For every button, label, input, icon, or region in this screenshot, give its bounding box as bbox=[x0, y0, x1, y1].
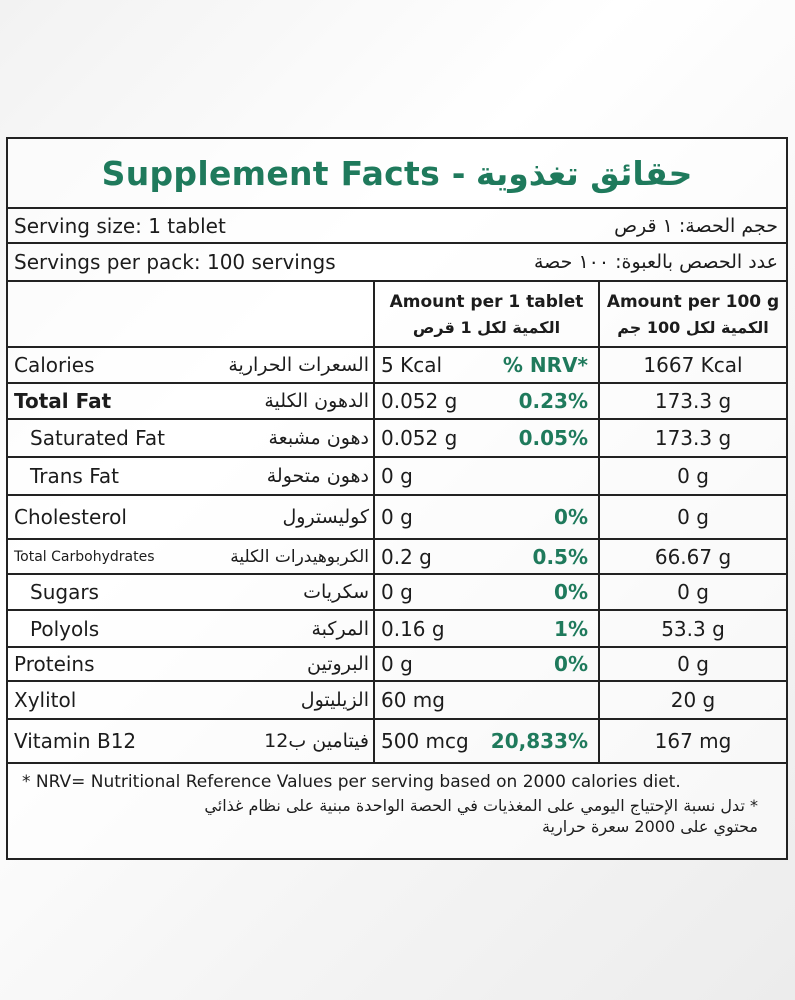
amount-per-100g: 173.3 g bbox=[654, 389, 732, 413]
nutrient-name-english: Proteins bbox=[14, 652, 95, 676]
amount-per-tablet: 60 mg bbox=[381, 688, 445, 712]
footnote bbox=[8, 764, 786, 858]
nutrient-name-english: Total Fat bbox=[14, 389, 112, 413]
nutrient-row-sugars bbox=[8, 575, 786, 611]
nutrient-name-arabic: كوليسترول bbox=[282, 506, 369, 528]
nutrient-name-arabic: السعرات الحرارية bbox=[228, 354, 369, 376]
nutrient-name-english: Total Carbohydrates bbox=[14, 548, 155, 565]
column-divider bbox=[373, 420, 375, 456]
nutrient-row-calories bbox=[8, 348, 786, 384]
amount-per-100g: 0 g bbox=[677, 505, 709, 529]
nutrient-name-arabic: فيتامين ب12 bbox=[264, 730, 369, 752]
nrv-percent: 0.23% bbox=[518, 389, 588, 413]
nutrient-row-xylitol bbox=[8, 682, 786, 720]
nutrient-row-trans-fat bbox=[8, 458, 786, 496]
nutrient-name-english: Xylitol bbox=[14, 688, 77, 712]
amount-per-tablet: 5 Kcal bbox=[381, 353, 443, 377]
nutrient-row-proteins bbox=[8, 648, 786, 682]
column-divider bbox=[373, 611, 375, 646]
column-divider bbox=[373, 384, 375, 418]
nutrient-name-arabic: الكربوهيدرات الكلية bbox=[230, 546, 369, 567]
nutrient-row-polyols bbox=[8, 611, 786, 648]
nutrient-name-arabic: البروتين bbox=[307, 653, 369, 675]
nutrient-name-arabic: سكريات bbox=[303, 581, 369, 603]
column-divider bbox=[373, 682, 375, 718]
nrv-percent: 0% bbox=[554, 652, 588, 676]
column-divider bbox=[373, 648, 375, 680]
amount-per-100g: 66.67 g bbox=[654, 544, 732, 569]
amount-per-100g: 20 g bbox=[670, 688, 716, 712]
nrv-percent: 0% bbox=[554, 505, 588, 529]
nrv-percent: 0.05% bbox=[518, 426, 588, 450]
nutrient-name-english: Vitamin B12 bbox=[14, 729, 137, 753]
nrv-percent: 20,833% bbox=[490, 729, 588, 753]
servings-per-pack-row bbox=[8, 244, 786, 282]
nutrient-name-arabic: دهون متحولة bbox=[266, 465, 369, 487]
amount-per-tablet: 0.2 g bbox=[381, 544, 432, 569]
column-header-row bbox=[8, 282, 786, 348]
title-english: Supplement Facts - bbox=[101, 153, 466, 193]
nutrient-name-arabic: المركبة bbox=[311, 617, 369, 640]
amount-per-tablet: 0.052 g bbox=[381, 389, 458, 413]
servings-per-pack-english: Servings per pack: 100 servings bbox=[14, 250, 336, 274]
serving-size-row bbox=[8, 209, 786, 244]
nutrient-row-vitamin-b12 bbox=[8, 720, 786, 764]
nutrient-name-arabic: الدهون الكلية bbox=[264, 390, 369, 412]
nutrient-name-english: Trans Fat bbox=[30, 464, 119, 488]
footnote-arabic bbox=[22, 796, 776, 838]
nutrient-name-english: Cholesterol bbox=[14, 505, 127, 529]
amount-per-tablet: 0 g bbox=[381, 505, 413, 529]
nrv-percent: 0.5% bbox=[532, 544, 588, 569]
header-per-tablet-english: Amount per 1 tablet bbox=[389, 291, 584, 312]
supplement-facts-panel bbox=[6, 137, 788, 860]
amount-per-100g: 167 mg bbox=[654, 729, 732, 753]
serving-size-arabic: حجم الحصة: ١ قرص bbox=[614, 214, 778, 237]
nutrient-name-arabic: الزيليتول bbox=[300, 689, 369, 711]
nutrient-name-arabic: دهون مشبعة bbox=[268, 427, 369, 449]
amount-per-100g: 173.3 g bbox=[654, 426, 732, 450]
column-divider bbox=[373, 348, 375, 382]
nutrient-row-total-fat bbox=[8, 384, 786, 420]
column-divider bbox=[373, 720, 375, 762]
amount-per-tablet: 0.16 g bbox=[381, 616, 445, 641]
nrv-percent: 1% bbox=[554, 616, 588, 641]
header-per-100g-arabic: الكمية لكل 100 جم bbox=[617, 317, 769, 337]
amount-per-tablet: 0 g bbox=[381, 580, 413, 604]
nrv-percent: % NRV* bbox=[502, 353, 588, 377]
nutrient-row-cholesterol bbox=[8, 496, 786, 540]
header-per-tablet-arabic: الكمية لكل 1 قرص bbox=[412, 317, 561, 337]
serving-size-english: Serving size: 1 tablet bbox=[14, 213, 226, 238]
footnote-english: * NRV= Nutritional Reference Values per serving based on 2000 calories diet. bbox=[22, 772, 681, 792]
amount-per-100g: 53.3 g bbox=[661, 616, 725, 641]
nrv-percent: 0% bbox=[554, 580, 588, 604]
amount-per-tablet: 0 g bbox=[381, 652, 413, 676]
amount-per-tablet: 0.052 g bbox=[381, 426, 458, 450]
amount-per-tablet: 500 mcg bbox=[381, 729, 469, 753]
header-per-100g bbox=[600, 282, 786, 346]
panel-title bbox=[8, 139, 786, 209]
amount-per-tablet: 0 g bbox=[381, 464, 413, 488]
nutrient-row-saturated-fat bbox=[8, 420, 786, 458]
footnote-arabic-line-1: * تدل نسبة الإحتياج اليومي على المغذيات في الحصة الواحدة مبنية على نظام غذائي bbox=[204, 796, 758, 815]
amount-per-100g: 1667 Kcal bbox=[643, 353, 743, 377]
column-divider bbox=[373, 458, 375, 494]
servings-per-pack-arabic: عدد الحصص بالعبوة: ١٠٠ حصة bbox=[534, 251, 778, 273]
nutrient-row-total-carbohydrates bbox=[8, 540, 786, 575]
nutrient-name-english: Saturated Fat bbox=[30, 426, 165, 450]
column-divider bbox=[373, 496, 375, 538]
title-arabic: حقائق تغذوية bbox=[475, 153, 693, 193]
column-divider bbox=[373, 540, 375, 573]
header-per-100g-english: Amount per 100 g bbox=[606, 291, 780, 312]
amount-per-100g: 0 g bbox=[677, 464, 709, 488]
header-per-tablet bbox=[375, 282, 598, 346]
amount-per-100g: 0 g bbox=[677, 580, 709, 604]
footnote-arabic-line-2: محتوي على 2000 سعرة حرارية bbox=[541, 816, 758, 836]
nutrient-name-english: Polyols bbox=[30, 616, 100, 641]
nutrient-name-english: Calories bbox=[14, 353, 95, 377]
nutrient-name-english: Sugars bbox=[30, 580, 99, 604]
amount-per-100g: 0 g bbox=[677, 652, 709, 676]
column-divider bbox=[373, 575, 375, 609]
